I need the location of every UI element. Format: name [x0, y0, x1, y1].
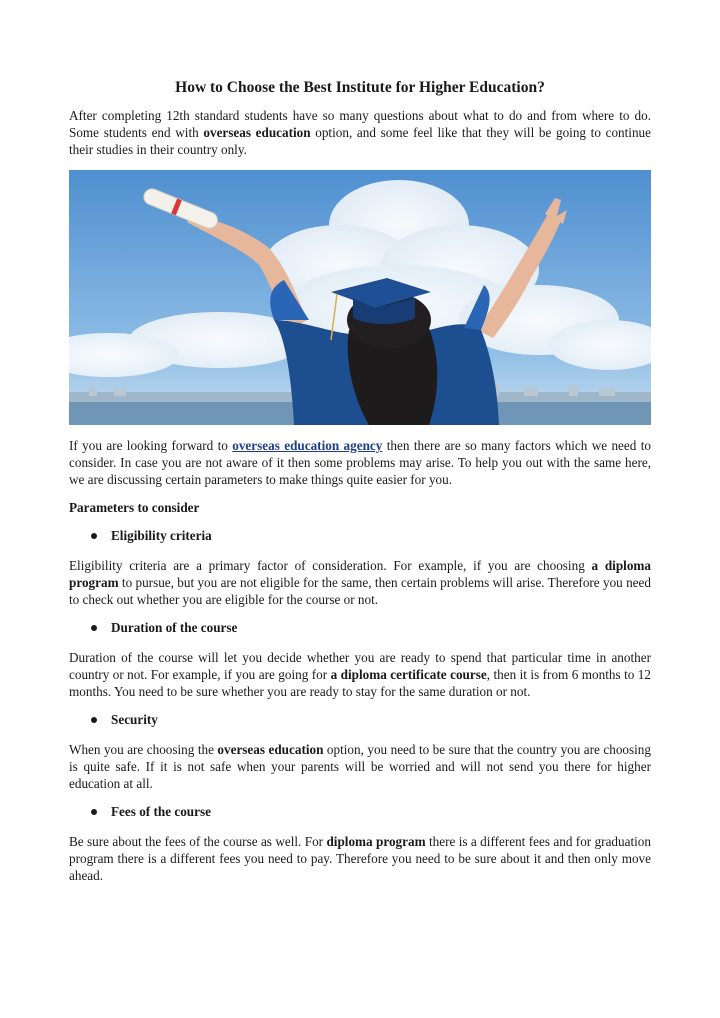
- agency-text-1: If you are looking forward to: [69, 438, 233, 453]
- duration-paragraph: [69, 649, 651, 700]
- overseas-education-agency-link[interactable]: overseas education agency: [232, 438, 383, 453]
- security-text-2: option, you need to be sure that the country you are choosing is quite safe. If it is not safe when your parents will be worried and will not send you there for higher education at all.: [69, 742, 651, 791]
- security-bold: overseas education: [217, 742, 324, 757]
- security-text-1: When you are choosing the: [69, 742, 218, 757]
- intro-text-1: After completing 12th standard students have so many questions about what to do and from where to do. Some students end with: [69, 108, 651, 140]
- bullet-duration: [91, 619, 651, 636]
- bullet-security: [91, 711, 651, 728]
- fees-text-1: Be sure about the fees of the course as well. For: [69, 834, 327, 849]
- bullet-label: Fees of the course: [111, 804, 211, 819]
- bullet-label: Security: [111, 712, 158, 727]
- agency-text-2: then there are so many factors which we need to consider. In case you are not aware of it then some problems may arise. To help you out with the same here, we are discussing certain parameters to make things quite easier for you.: [69, 438, 651, 487]
- bullet-dot: [91, 809, 97, 815]
- bullet-eligibility: [91, 527, 651, 544]
- page-title: How to Choose the Best Institute for Higher Education?: [175, 79, 545, 96]
- intro-paragraph: [69, 107, 651, 158]
- fees-text-2: there is a different fees and for graduation program there is a different fees you need to pay. Therefore you need to be sure about it and then only move ahead.: [69, 834, 651, 883]
- eligibility-bold: a diploma program: [69, 558, 651, 590]
- bullet-fees: [91, 803, 651, 820]
- bullet-dot: [91, 625, 97, 631]
- fees-bold: diploma program: [326, 834, 426, 849]
- intro-text-2: option, and some feel like that they will be going to continue their studies in their country only.: [69, 125, 651, 157]
- document-body: [69, 78, 651, 884]
- bullet-dot: [91, 533, 97, 539]
- bullet-label: Eligibility criteria: [111, 528, 212, 543]
- duration-text-1: Duration of the course will let you decide whether you are ready to spend that particular time in another country or not. For example, if you are going for: [69, 650, 651, 682]
- duration-text-2: , then it is from 6 months to 12 months. You need to be sure whether you are ready to stay for the same duration or not.: [69, 667, 651, 699]
- graduate-photo: [69, 170, 651, 425]
- eligibility-paragraph: [69, 557, 651, 608]
- duration-bold: a diploma certificate course: [330, 667, 487, 682]
- intro-bold: overseas education: [203, 125, 311, 140]
- eligibility-text-2: to pursue, but you are not eligible for the same, then certain problems will arise. Therefore you need to check out whether you are eligible for the course or not.: [69, 575, 651, 607]
- parameters-heading: Parameters to consider: [69, 500, 200, 515]
- bullet-dot: [91, 717, 97, 723]
- security-paragraph: [69, 741, 651, 792]
- fees-paragraph: [69, 833, 651, 884]
- bullet-label: Duration of the course: [111, 620, 238, 635]
- eligibility-text-1: Eligibility criteria are a primary factor of consideration. For example, if you are choosing: [69, 558, 592, 573]
- agency-paragraph: [69, 437, 651, 488]
